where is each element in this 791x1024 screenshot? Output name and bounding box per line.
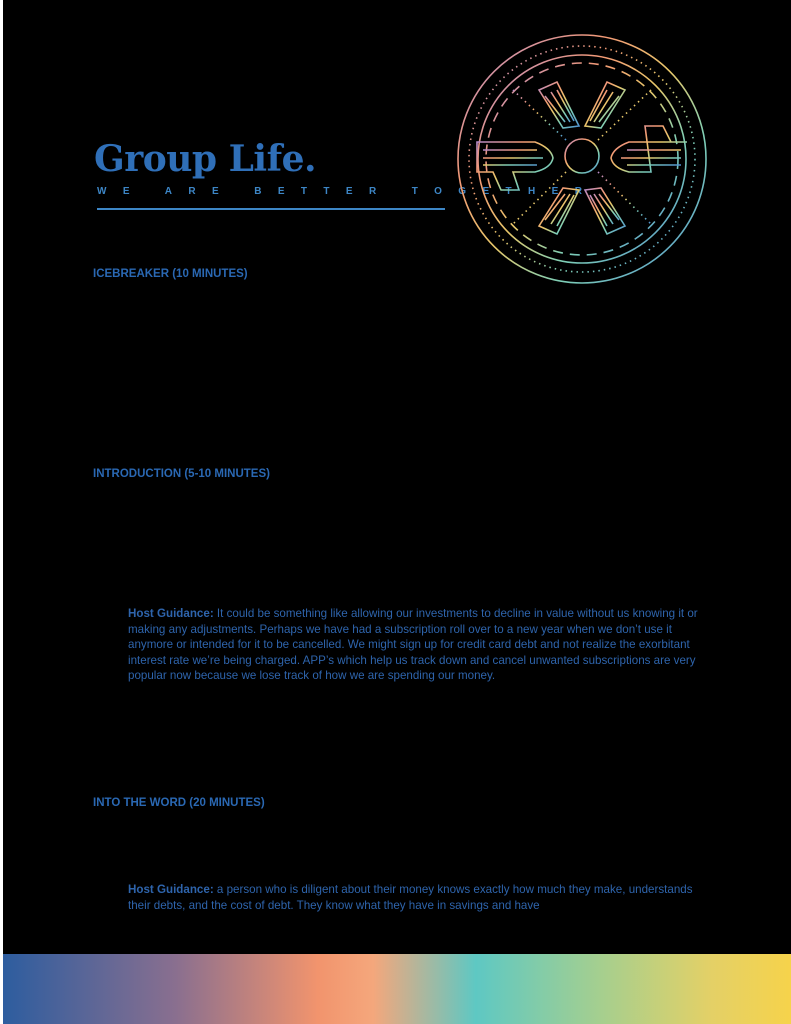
seal-emblem-icon (453, 30, 711, 288)
brand-tagline: WE ARE BETTER TOGETHER (97, 186, 599, 197)
host-guidance-label: Host Guidance: (128, 607, 214, 620)
document-page (3, 0, 791, 1024)
introduction-host-guidance (128, 606, 708, 684)
into-the-word-heading: INTO THE WORD (20 MINUTES) (93, 797, 265, 809)
host-guidance-text: It could be something like allowing our investments to decline in value without us knowing it or making any adjustments. Perhaps we have had a subscription roll over to a new year when we don’t use it anymore or intended for it to be cancelled. We might sign up for credit card debt and not realize the exorbitant interest rate we’re being charged. APP’s which help us track down and cancel unwanted subscriptions are very popular now because we lose track of how we are spending our money. (128, 607, 698, 683)
introduction-heading: INTRODUCTION (5-10 MINUTES) (93, 468, 270, 480)
footer-gradient-bar (3, 954, 791, 1024)
host-guidance-label: Host Guidance: (128, 883, 214, 896)
brand-title: Group Life. (94, 138, 317, 180)
host-guidance-text: a person who is diligent about their money knows exactly how much they make, understands their debts, and the cost of debt. They know what they have in savings and have (128, 883, 693, 912)
brand-underline (97, 208, 445, 210)
icebreaker-heading: ICEBREAKER (10 MINUTES) (93, 268, 248, 280)
into-the-word-host-guidance (128, 882, 708, 914)
